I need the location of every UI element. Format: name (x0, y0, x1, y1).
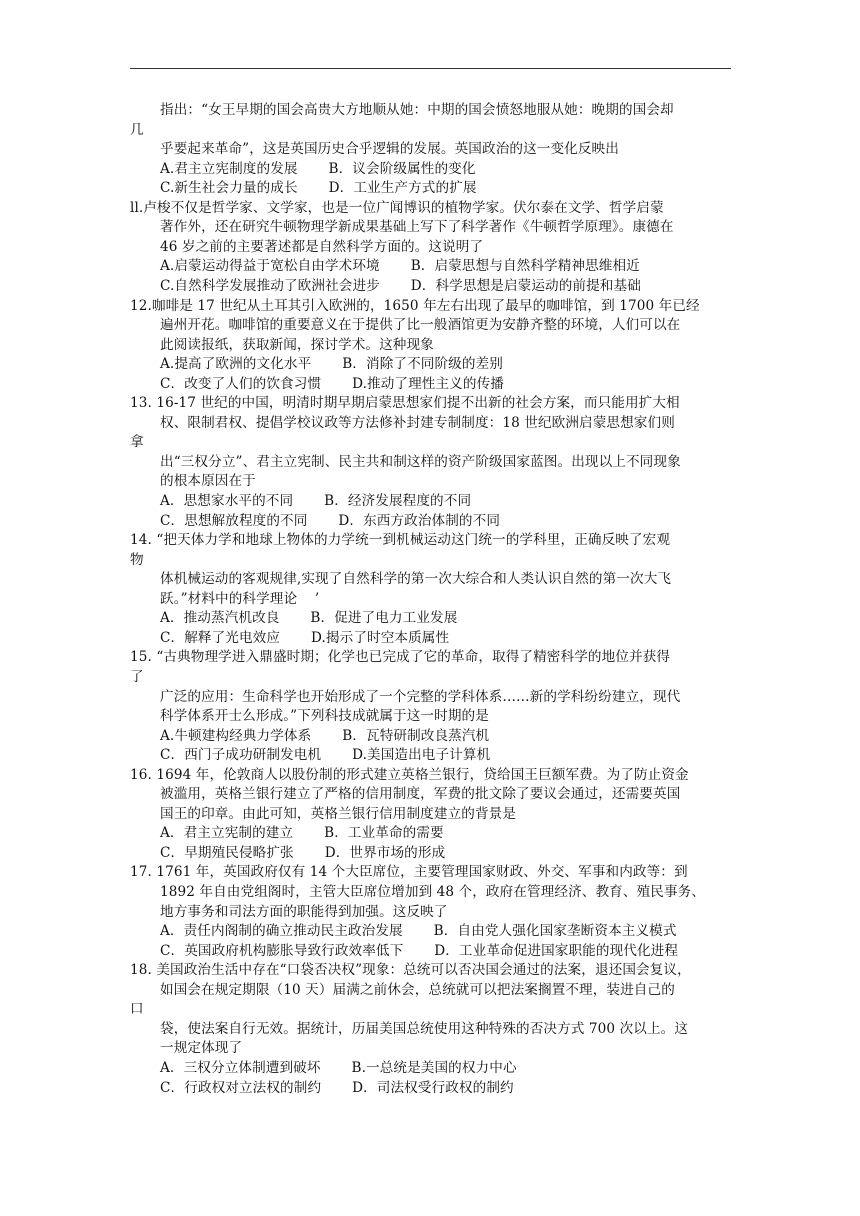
text-line: 1892 年自由党组阁时，主管大臣席位增加到 48 个，政府在管理经济、教育、殖民事务、 (160, 884, 706, 900)
text-line: ll.卢梭不仅是哲学家、文学家，也是一位广闻博识的植物学家。伏尔泰在文学、哲学启蒙 (130, 199, 664, 216)
text-line: 袋，使法案自行无效。据统计，历届美国总统使用这种特殊的否决方式 700 次以上。这 (160, 1020, 689, 1037)
text-line: A．君主立宪制的建立 B．工业革命的需要 (160, 825, 444, 842)
text-line: A．三权分立体制遭到破坏 B.一总统是美国的权力中心 (160, 1059, 517, 1076)
text-line: C．行政权对立法权的制约 D．司法权受行政权的制约 (160, 1079, 514, 1096)
text-line: 权、限制君权、提倡学校议政等方法修补封建专制制度：18 世纪欧洲启蒙思想家们则 (160, 414, 675, 431)
text-line: A．责任内阁制的确立推动民主政治发展 B．自由党人强化国家垄断资本主义模式 (160, 923, 677, 940)
text-line: 12.咖啡是 17 世纪从土耳其引入欧洲的，1650 年左右出现了最早的咖啡馆，到 1700 年已经 (130, 297, 700, 314)
text-line: 16. 1694 年，伦敦商人以股份制的形式建立英格兰银行，贷给国王巨额军费。为了防止资金 (130, 766, 689, 783)
text-line: 17. 1761 年，英国政府仅有 14 个大臣席位，主要管理国家财政、外交、军事和内政等：到 (130, 864, 688, 881)
text-line: C.自然科学发展推动了欧洲社会进步 D．科学思想是启蒙运动的前提和基础 (160, 277, 641, 294)
text-line: 物 (130, 551, 144, 568)
text-line: 体机械运动的客观规律,实现了自然科学的第一次大综合和人类认识自然的第一次大飞 (160, 571, 672, 588)
text-line: 口 (130, 1001, 144, 1018)
text-line: 地方事务和司法方面的职能得到加强。这反映了 (160, 903, 448, 920)
text-line: A．推动蒸汽机改良 B．促进了电力工业发展 (160, 610, 458, 627)
text-line: 遍州开花。咖啡馆的重要意义在于提供了比一般酒馆更为安静齐整的环境，人们可以在 (160, 317, 681, 334)
text-line: 拿 (130, 434, 144, 451)
text-line: 国王的印章。由此可知，英格兰银行信用制度建立的背景是 (160, 805, 517, 822)
text-line: 18. 美国政治生活中存在“口袋否决权”现象：总统可以否决国会通过的法案，退还国会复议， (130, 962, 691, 979)
header-rule (130, 68, 731, 69)
text-line: C．英国政府机构膨胀导致行政效率低下 D．工业革命促进国家职能的现代化进程 (160, 942, 679, 959)
text-line: 出“三权分立”、君主立宪制、民主共和制这样的资产阶级国家蓝图。出现以上不同现象 (160, 453, 681, 470)
text-line: A.提高了欧洲的文化水平 B．消除了不同阶级的差别 (160, 356, 503, 373)
text-line: A.牛顿建构经典力学体系 B．瓦特研制改良蒸汽机 (160, 727, 490, 744)
text-line: 此阅读报纸，获取新闻，探讨学术。这种现象 (160, 336, 434, 353)
text-line: A.启蒙运动得益于宽松自由学术环境 B．启蒙思想与自然科学精神思维相近 (160, 258, 640, 275)
text-line: A.君主立宪制度的发展 B．议会阶级属性的变化 (160, 160, 476, 177)
text-line: 著作外，还在研究牛顿物理学新成果基础上写下了科学著作《牛顿哲学原理》。康德在 (160, 219, 674, 236)
text-line: C．思想解放程度的不同 D．东西方政治体制的不同 (160, 512, 501, 529)
text-line: C．早期殖民侵略扩张 D．世界市场的形成 (160, 844, 446, 861)
text-line: C.新生社会力量的成长 D．工业生产方式的扩展 (160, 180, 477, 197)
text-line: C．解释了光电效应 D.揭示了时空本质属性 (160, 629, 450, 646)
text-line: 科学体系开士么形成。”下列科技成就属于这一时期的是 (160, 708, 489, 725)
text-line: 指出：“女王早期的国会高贵大方地顺从她：中期的国会愤怒地服从她：晚期的国会却 (160, 102, 674, 118)
text-line: 乎要起来革命”，这是英国历史合乎逻辑的发展。英国政治的这一变化反映出 (160, 141, 619, 158)
text-line: 46 岁之前的主要著述都是自然科学方面的。这说明了 (160, 238, 484, 255)
text-line: 几 (130, 121, 144, 138)
text-line: C．西门子成功研制发电机 D.美国造出电子计算机 (160, 747, 491, 764)
text-line: 被滥用，英格兰银行建立了严格的信用制度，军费的批文除了要议会通过，还需要英国 (160, 786, 681, 803)
text-line: 13. 16-17 世纪的中国，明清时期早期启蒙思想家们提不出新的社会方案，而只能用扩大相 (130, 395, 680, 412)
text-line: 跃。”材料中的科学理论 ’ (160, 590, 320, 607)
text-line: 广泛的应用：生命科学也开始形成了一个完整的学科体系……新的学科纷纷建立，现代 (160, 688, 681, 705)
text-line: 14. “把天体力学和地球上物体的力学统一到机械运动这门统一的学科里，正确反映了宏观 (130, 532, 671, 549)
text-line: C．改变了人们的饮食习惯 D.推动了理性主义的传播 (160, 375, 504, 392)
text-line: 了 (130, 668, 144, 685)
text-line: 如国会在规定期限（10 天）届满之前休会，总统就可以把法案搁置不理，装进自己的 (160, 981, 675, 998)
text-line: 的根本原因在于 (160, 473, 256, 490)
text-line: A．思想家水平的不同 B．经济发展程度的不同 (160, 493, 472, 509)
text-line: 一规定体现了 (160, 1040, 243, 1057)
text-line: 15. “古典物理学进入鼎盛时期；化学也已完成了它的革命，取得了精密科学的地位并获得 (130, 649, 671, 666)
